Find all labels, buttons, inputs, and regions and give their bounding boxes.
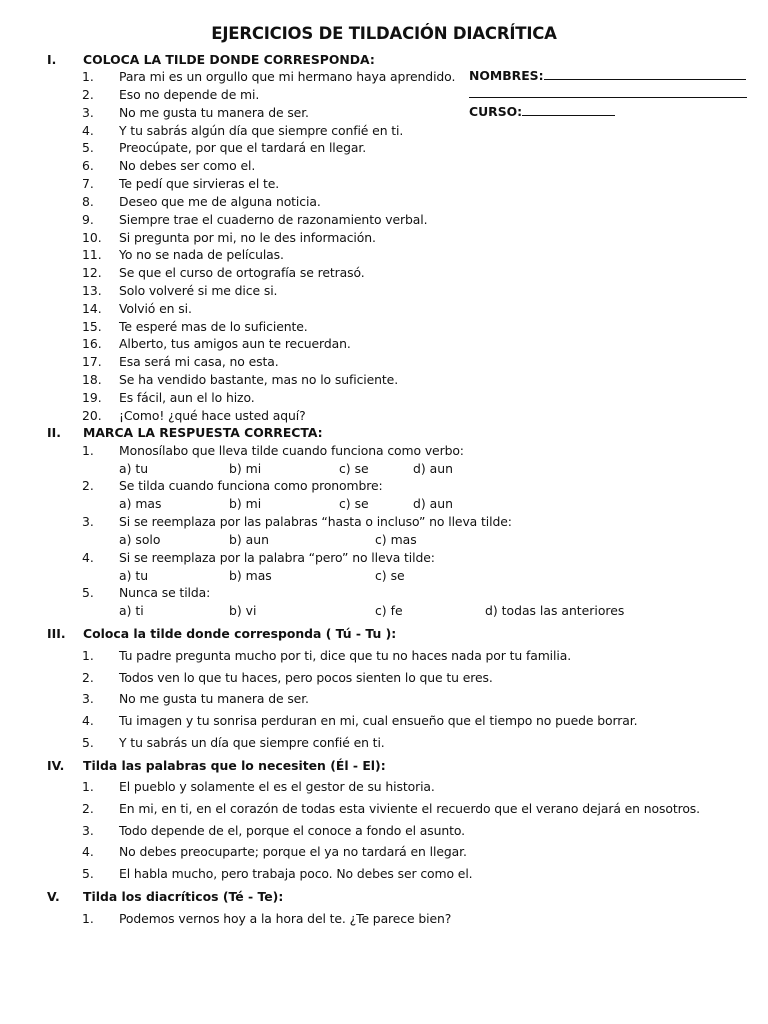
answer-option[interactable]: b) aun [229,532,269,547]
item-number: 4. [82,550,94,565]
item-text: Todos ven lo que tu haces, pero pocos sienten lo que tu eres. [119,670,493,685]
item-number: 3. [82,514,94,529]
item-text: Tu padre pregunta mucho por ti, dice que tu no haces nada por tu familia. [119,648,572,663]
page-title: EJERCICIOS DE TILDACIÓN DIACRÍTICA [211,24,557,43]
item-number: 1. [82,779,94,794]
answer-option[interactable]: b) mas [229,568,272,583]
section-number: II. [47,425,61,440]
item-text: Yo no se nada de películas. [119,247,284,262]
item-text: Y tu sabrás algún día que siempre confié en ti. [119,123,404,138]
item-text: Preocúpate, por que el tardará en llegar. [119,140,367,155]
item-text: No me gusta tu manera de ser. [119,691,309,706]
item-text: Si pregunta por mi, no le des información. [119,230,376,245]
item-text: El habla mucho, pero trabaja poco. No debes ser como el. [119,866,473,881]
answer-option[interactable]: c) fe [375,603,403,618]
answer-option[interactable]: c) se [339,461,369,476]
item-text: Siempre trae el cuaderno de razonamiento verbal. [119,212,428,227]
item-number: 16. [82,336,102,351]
item-number: 2. [82,801,94,816]
answer-option[interactable]: a) tu [119,461,149,476]
nombres-label: NOMBRES: [469,68,544,83]
answer-option[interactable]: c) se [339,496,369,511]
answer-option[interactable]: c) mas [375,532,417,547]
section-number: I. [47,52,57,67]
item-text: No me gusta tu manera de ser. [119,105,309,120]
answer-option[interactable]: d) todas las anteriores [485,603,625,618]
item-number: 4. [82,713,94,728]
item-text: Tu imagen y tu sonrisa perduran en mi, cual ensueño que el tiempo no puede borrar. [119,713,638,728]
answer-option[interactable]: d) aun [413,461,453,476]
section-title: Tilda los diacríticos (Té - Te): [83,889,284,904]
item-number: 1. [82,443,94,458]
section-number: III. [47,626,66,641]
item-text: Si se reemplaza por las palabras “hasta o incluso” no lleva tilde: [119,514,512,529]
item-text: Podemos vernos hoy a la hora del te. ¿Te parece bien? [119,911,452,926]
item-text: Es fácil, aun el lo hizo. [119,390,255,405]
extra-name-field[interactable] [469,85,747,102]
item-text: Todo depende de el, porque el conoce a fondo el asunto. [119,823,465,838]
item-text: Si se reemplaza por la palabra “pero” no lleva tilde: [119,550,435,565]
item-number: 6. [82,158,94,173]
item-number: 8. [82,194,94,209]
item-number: 2. [82,478,94,493]
section-number: IV. [47,758,65,773]
section-title: MARCA LA RESPUESTA CORRECTA: [83,425,323,440]
item-number: 1. [82,69,94,84]
item-text: Nunca se tilda: [119,585,211,600]
nombres-field[interactable] [469,67,746,84]
item-text: Y tu sabrás un día que siempre confié en ti. [119,735,385,750]
item-text: No debes ser como el. [119,158,256,173]
item-text: Se que el curso de ortografía se retrasó. [119,265,365,280]
item-number: 2. [82,670,94,685]
item-text: Esa será mi casa, no esta. [119,354,279,369]
answer-option[interactable]: c) se [375,568,405,583]
item-text: Te pedí que sirvieras el te. [119,176,280,191]
item-text: En mi, en ti, en el corazón de todas esta viviente el recuerdo que el verano dejará en nosotros. [119,801,701,816]
item-number: 5. [82,585,94,600]
item-text: No debes preocuparte; porque el ya no tardará en llegar. [119,844,467,859]
item-text: El pueblo y solamente el es el gestor de su historia. [119,779,435,794]
item-number: 1. [82,911,94,926]
item-number: 15. [82,319,102,334]
item-text: Te esperé mas de lo suficiente. [119,319,308,334]
item-number: 3. [82,105,94,120]
item-number: 3. [82,823,94,838]
item-number: 5. [82,735,94,750]
answer-option[interactable]: b) mi [229,461,262,476]
curso-field[interactable] [469,103,615,120]
item-text: Se tilda cuando funciona como pronombre: [119,478,383,493]
nombres-line[interactable] [544,67,746,80]
answer-option[interactable]: b) mi [229,496,262,511]
item-number: 4. [82,844,94,859]
item-number: 9. [82,212,94,227]
item-number: 5. [82,866,94,881]
answer-option[interactable]: a) solo [119,532,161,547]
answer-option[interactable]: b) vi [229,603,257,618]
item-text: Alberto, tus amigos aun te recuerdan. [119,336,351,351]
item-text: Volvió en si. [119,301,192,316]
section-title: Coloca la tilde donde corresponda ( Tú - Tu ): [83,626,397,641]
answer-option[interactable]: a) ti [119,603,144,618]
item-number: 5. [82,140,94,155]
item-number: 2. [82,87,94,102]
answer-option[interactable]: a) tu [119,568,149,583]
item-text: Se ha vendido bastante, mas no lo suficiente. [119,372,399,387]
extra-name-line[interactable] [469,85,747,98]
item-number: 3. [82,691,94,706]
item-number: 11. [82,247,102,262]
item-number: 13. [82,283,102,298]
item-number: 10. [82,230,102,245]
item-text: Para mi es un orgullo que mi hermano haya aprendido. [119,69,456,84]
item-text: Deseo que me de alguna noticia. [119,194,321,209]
answer-option[interactable]: d) aun [413,496,453,511]
item-text: Monosílabo que lleva tilde cuando funciona como verbo: [119,443,464,458]
item-number: 20. [82,408,102,423]
item-text: Eso no depende de mi. [119,87,260,102]
item-number: 7. [82,176,94,191]
curso-label: CURSO: [469,104,523,119]
section-number: V. [47,889,60,904]
item-number: 19. [82,390,102,405]
section-title: COLOCA LA TILDE DONDE CORRESPONDA: [83,52,375,67]
item-number: 12. [82,265,102,280]
item-number: 14. [82,301,102,316]
curso-line[interactable] [522,103,615,116]
section-title: Tilda las palabras que lo necesiten (Él - El): [83,758,386,773]
item-number: 4. [82,123,94,138]
item-text: ¡Como! ¿qué hace usted aquí? [119,408,306,423]
answer-option[interactable]: a) mas [119,496,162,511]
item-text: Solo volveré si me dice si. [119,283,278,298]
item-number: 18. [82,372,102,387]
item-number: 17. [82,354,102,369]
item-number: 1. [82,648,94,663]
